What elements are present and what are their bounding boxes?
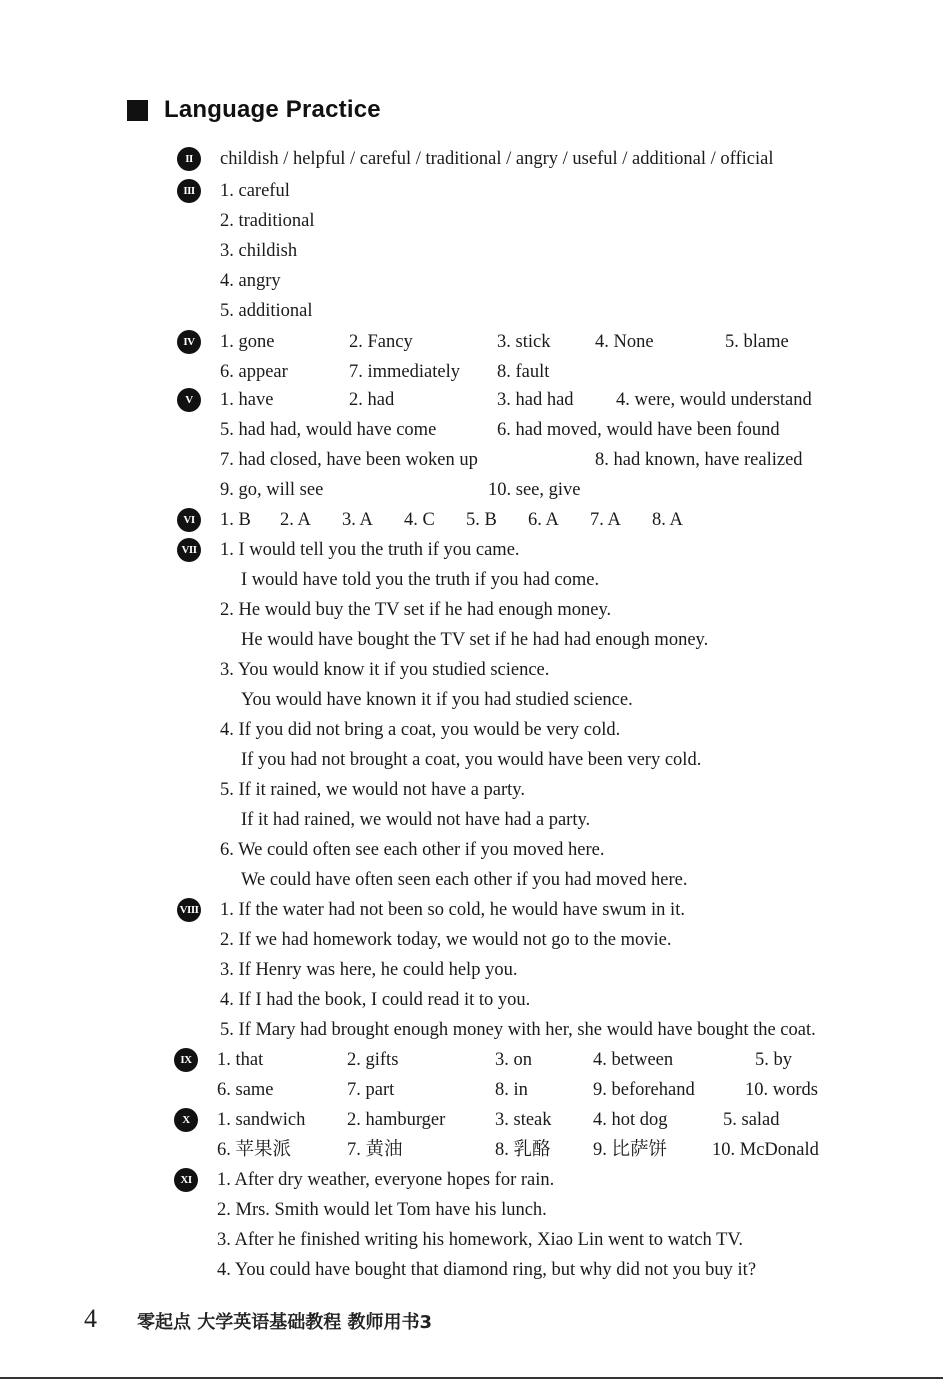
answer-text: 7. had closed, have been woken up	[220, 450, 478, 470]
answer-text: You would have known it if you had studied science.	[241, 690, 633, 710]
exercise-number-badge: IV	[177, 330, 201, 354]
answer-text: 4. You could have bought that diamond ring, but why did not you buy it?	[217, 1260, 757, 1280]
answer-text: 4. None	[595, 332, 654, 352]
answer-text: 9. 比萨饼	[593, 1140, 668, 1160]
answer-text: 2. He would buy the TV set if he had enough money.	[220, 600, 612, 620]
answer-text: 3. on	[495, 1050, 532, 1070]
answer-text: 8. A	[652, 510, 683, 530]
answer-text: 6. same	[217, 1080, 274, 1100]
answer-text: 5. blame	[725, 332, 789, 352]
answer-text: If you had not brought a coat, you would have been very cold.	[241, 750, 702, 770]
answer-text: 1. I would tell you the truth if you came.	[220, 540, 520, 560]
answer-text: 2. Mrs. Smith would let Tom have his lunch.	[217, 1200, 547, 1220]
answer-text: 4. If I had the book, I could read it to you.	[220, 990, 531, 1010]
answer-text: 1. If the water had not been so cold, he would have swum in it.	[220, 900, 685, 920]
answer-text: 3. A	[342, 510, 373, 530]
answer-text: 5. salad	[723, 1110, 780, 1130]
answer-text: 4. angry	[220, 271, 281, 291]
answer-text: 5. additional	[220, 301, 313, 321]
answer-text: 8. in	[495, 1080, 528, 1100]
answer-text: 1. sandwich	[217, 1110, 306, 1130]
answer-text: 3. stick	[497, 332, 551, 352]
answer-text: 2. gifts	[347, 1050, 399, 1070]
answer-text: 8. fault	[497, 362, 550, 382]
page-number: 4	[84, 1304, 97, 1333]
book-title: 零起点 大学英语基础教程 教师用书3	[137, 1312, 433, 1333]
answer-text: 4. were, would understand	[616, 390, 812, 410]
exercise-number-badge: IX	[174, 1048, 198, 1072]
answer-text: 9. beforehand	[593, 1080, 695, 1100]
answer-text: 4. C	[404, 510, 435, 530]
answer-text: 4. hot dog	[593, 1110, 668, 1130]
exercise-number-badge: III	[177, 179, 201, 203]
answer-text: 2. traditional	[220, 211, 315, 231]
answer-text: 3. After he finished writing his homework, Xiao Lin went to watch TV.	[217, 1230, 743, 1250]
answer-text: 5. B	[466, 510, 497, 530]
answer-text: 4. If you did not bring a coat, you would be very cold.	[220, 720, 621, 740]
answer-text: 3. steak	[495, 1110, 552, 1130]
answer-text: 1. gone	[220, 332, 275, 352]
exercise-number-badge: VIII	[177, 898, 201, 922]
answer-text: I would have told you the truth if you had come.	[241, 570, 600, 590]
exercise-number-badge: II	[177, 147, 201, 171]
answer-text: 3. You would know it if you studied science.	[220, 660, 550, 680]
answer-text: 1. that	[217, 1050, 264, 1070]
answer-text: 10. McDonald	[712, 1140, 819, 1160]
answer-text: 3. If Henry was here, he could help you.	[220, 960, 518, 980]
answer-text: 2. Fancy	[349, 332, 413, 352]
exercise-number-badge: X	[174, 1108, 198, 1132]
answer-text: 1. careful	[220, 181, 290, 201]
answer-text: 1. After dry weather, everyone hopes for rain.	[217, 1170, 555, 1190]
answer-text: 8. had known, have realized	[595, 450, 803, 470]
answer-text: 7. part	[347, 1080, 395, 1100]
answer-text: We could have often seen each other if you had moved here.	[241, 870, 688, 890]
exercise-number-badge: VII	[177, 538, 201, 562]
exercise-number-badge: VI	[177, 508, 201, 532]
answer-text: 5. had had, would have come	[220, 420, 437, 440]
answer-text: 2. A	[280, 510, 311, 530]
answer-text: 5. by	[755, 1050, 792, 1070]
answer-text: He would have bought the TV set if he had had enough money.	[241, 630, 709, 650]
answer-text: 10. see, give	[488, 480, 581, 500]
footer-rule	[0, 1377, 943, 1379]
exercise-number-badge: XI	[174, 1168, 198, 1192]
answer-text: 7. A	[590, 510, 621, 530]
answer-text: 6. appear	[220, 362, 288, 382]
answer-text: 9. go, will see	[220, 480, 324, 500]
section-heading	[127, 94, 381, 126]
answer-text: 4. between	[593, 1050, 674, 1070]
answer-text: 6. 苹果派	[217, 1140, 292, 1160]
exercise-number-badge: V	[177, 388, 201, 412]
answer-text: If it had rained, we would not have had a party.	[241, 810, 591, 830]
answer-text: 8. 乳酪	[495, 1140, 551, 1160]
answer-text: 5. If Mary had brought enough money with her, she would have bought the coat.	[220, 1020, 816, 1040]
answer-text: 2. hamburger	[347, 1110, 446, 1130]
answer-text: 10. words	[745, 1080, 818, 1100]
answer-text: 2. had	[349, 390, 395, 410]
answer-text: 6. We could often see each other if you moved here.	[220, 840, 605, 860]
answer-text: 1. have	[220, 390, 274, 410]
answer-text: 6. A	[528, 510, 559, 530]
answer-text: 5. If it rained, we would not have a party.	[220, 780, 525, 800]
answer-text: 1. B	[220, 510, 251, 530]
answer-text: 6. had moved, would have been found	[497, 420, 780, 440]
answer-text: 3. childish	[220, 241, 298, 261]
answer-text: 2. If we had homework today, we would not go to the movie.	[220, 930, 672, 950]
answer-text: 3. had had	[497, 390, 574, 410]
answer-text: 7. immediately	[349, 362, 460, 382]
answer-text: childish / helpful / careful / traditional / angry / useful / additional / official	[220, 149, 774, 169]
section-title: Language Practice	[164, 96, 381, 123]
answer-text: 7. 黄油	[347, 1140, 403, 1160]
heading-square-icon	[127, 100, 148, 121]
